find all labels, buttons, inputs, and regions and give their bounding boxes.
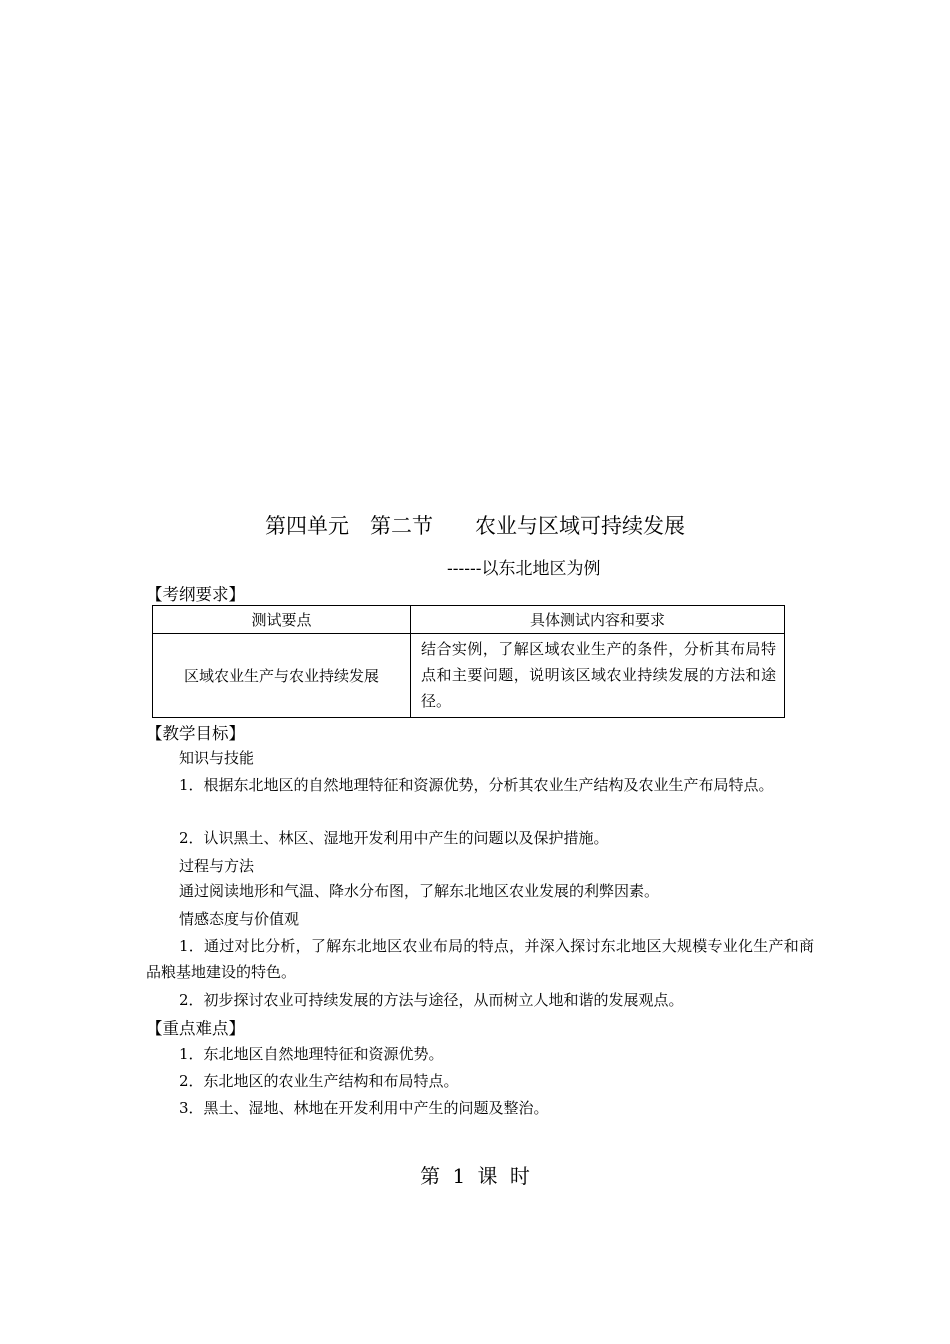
requirement-cell: 结合实例，了解区域农业生产的条件，分析其布局特点和主要问题，说明该区域农业持续发展的方法和途径。 bbox=[411, 634, 785, 718]
attitude-item: 1．通过对比分析，了解东北地区农业布局的特点，并深入探讨东北地区大规模专业化生产和商品粮基地建设的特色。 bbox=[146, 937, 814, 981]
keypoint-item: 2．东北地区的农业生产结构和布局特点。 bbox=[179, 1072, 459, 1090]
attitude-values-label: 情感态度与价值观 bbox=[179, 910, 300, 928]
knowledge-item: 2．认识黑土、林区、湿地开发利用中产生的问题以及保护措施。 bbox=[179, 829, 609, 847]
knowledge-skills-label: 知识与技能 bbox=[179, 749, 255, 767]
column-header-requirements: 具体测试内容和要求 bbox=[411, 606, 785, 634]
keypoints-heading: 【重点难点】 bbox=[146, 1019, 245, 1038]
process-text: 通过阅读地形和气温、降水分布图，了解东北地区农业发展的利弊因素。 bbox=[179, 882, 660, 900]
attitude-item: 2．初步探讨农业可持续发展的方法与途径，从而树立人地和谐的发展观点。 bbox=[179, 991, 684, 1009]
outline-heading: 【考纲要求】 bbox=[146, 585, 245, 604]
lesson-heading: 第 1 课 时 bbox=[420, 1164, 530, 1188]
goals-heading: 【教学目标】 bbox=[146, 724, 245, 743]
process-methods-label: 过程与方法 bbox=[179, 857, 255, 875]
document-subtitle: ------以东北地区为例 bbox=[447, 559, 601, 579]
outline-table bbox=[152, 605, 785, 718]
column-header-test-points: 测试要点 bbox=[153, 606, 411, 634]
knowledge-item: 1．根据东北地区的自然地理特征和资源优势，分析其农业生产结构及农业生产布局特点。 bbox=[179, 776, 774, 794]
document-title: 第四单元 第二节 农业与区域可持续发展 bbox=[265, 514, 685, 538]
keypoint-item: 1．东北地区自然地理特征和资源优势。 bbox=[179, 1045, 444, 1063]
keypoint-item: 3．黑土、湿地、林地在开发利用中产生的问题及整治。 bbox=[179, 1099, 549, 1117]
table-header-row bbox=[153, 606, 785, 634]
test-point-cell: 区域农业生产与农业持续发展 bbox=[153, 634, 411, 718]
table-row bbox=[153, 634, 785, 718]
